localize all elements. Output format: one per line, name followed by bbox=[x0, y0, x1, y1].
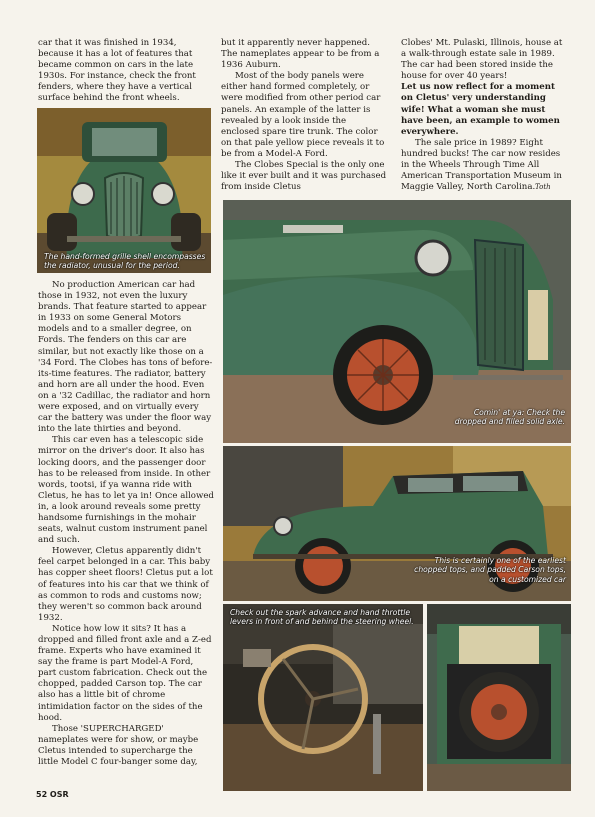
left-column-top-text bbox=[38, 38, 214, 105]
paragraph: The sale price in 1989? Eight hundred bucks! The car now resides in the Wheels Through Time All American Transportation Museum in Maggie Valley, North Carolina. bbox=[401, 137, 562, 193]
author-signature: Toth bbox=[535, 183, 551, 191]
paragraph: However, Cletus apparently didn't feel carpet belonged in a car. This baby has copper sheet floors! Cletus put a lot of features into his car that we think of as common to rods and customs now; they weren't so common back around 1932. bbox=[38, 546, 213, 623]
page-footer: 52 OSR bbox=[36, 790, 69, 799]
interior-dashboard-photo bbox=[223, 604, 423, 791]
left-column-bottom-text bbox=[38, 280, 214, 768]
right-column-text bbox=[401, 38, 569, 193]
side-caption: This is certainly one of the earliest chopped tops, and padded Carson tops, on a customized car bbox=[414, 556, 566, 584]
paragraph: Notice how low it sits? It has a dropped and filled front axle and a Z-ed frame. Experts who have examined it say the frame is part Model-A Ford, part custom fabrication. Check out the chopped, padded Carson top. The car also has a little bit of chrome intimidation factor on the sides of the hood. bbox=[38, 623, 212, 723]
paragraph-bold: Let us now reflect for a moment on Cletus' very understanding wife! What a woman she must have been, an example to women everywhere. bbox=[401, 82, 560, 137]
front-caption: Comin' at ya: Check the dropped and filled solid axle. bbox=[454, 408, 565, 427]
middle-column-text bbox=[221, 38, 387, 193]
paragraph: car that it was finished in 1934, because it has a lot of features that became common on cars in the late 1930s. For instance, check the front fenders, where they have a vertical surface behind the front wheels. bbox=[38, 38, 196, 104]
paragraph: This car even has a telescopic side mirror on the driver's door. It also has locking doors, and the passenger door has to be released from inside. In other words, tootsi, if ya wanna ride with Cletus, he has to let ya in! Once allowed in, a look around reveals some pretty handsome furnishings in the mohair seats, walnut custom instrument panel and such. bbox=[38, 435, 214, 546]
interior-caption: Check out the spark advance and hand throttle levers in front of and behind the steering wheel. bbox=[230, 608, 414, 627]
paragraph: No production American car had those in 1932, not even the luxury brands. That feature started to appear in 1933 on some General Motors models and to a smaller degree, on Fords. The fenders on this car are similar, but not exactly like those on a '34 Ford. The Clobes has tons of before-its-time features. The radiator, battery and horn are all under the hood. Even on a '32 Cadillac, the radiator and horn were exposed, and on virtually every car the battery was under the floor way into the late thirties and beyond. bbox=[38, 280, 213, 435]
grille-photo bbox=[37, 108, 211, 273]
paragraph: Clobes' Mt. Pulaski, Illinois, house at a walk-through estate sale in 1989. The car had been stored inside the house for over 40 years! bbox=[401, 38, 563, 82]
paragraph: but it apparently never happened. The nameplates appear to be from a 1936 Auburn. bbox=[221, 38, 380, 71]
paragraph: Most of the body panels were either hand formed completely, or were modified from other period car panels. An example of the latter is revealed by a look inside the enclosed spare tire trunk. The color on that pale yellow piece reveals it to be from a Model-A Ford. bbox=[221, 71, 385, 159]
grille-caption: The hand-formed grille shell encompasses the radiator, unusual for the period. bbox=[44, 252, 206, 271]
front-three-quarter-photo bbox=[223, 200, 571, 443]
spare-tire-trunk-photo bbox=[427, 604, 571, 791]
paragraph: Those 'SUPERCHARGED' nameplates were for show, or maybe Cletus intended to supercharge the little Model C four-banger some day, bbox=[38, 723, 199, 768]
paragraph: The Clobes Special is the only one like it ever built and it was purchased from inside Cletus bbox=[221, 160, 387, 193]
